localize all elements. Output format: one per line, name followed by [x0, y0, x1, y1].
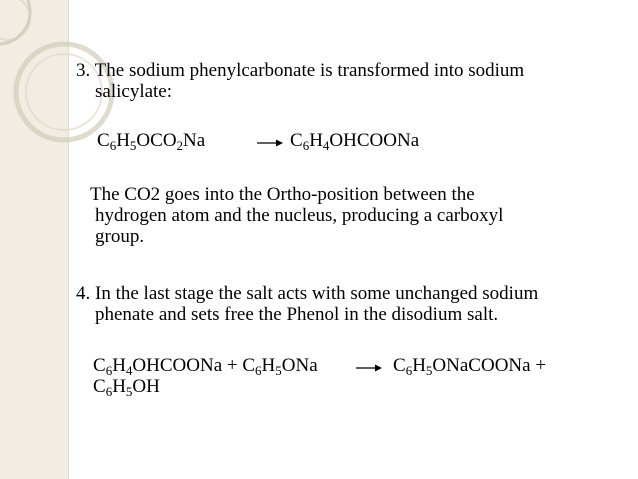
- step3-heading-line2: salicylate:: [95, 81, 173, 102]
- reaction-arrow-icon: [257, 138, 283, 148]
- step4-line1: 4. In the last stage the salt acts with some unchanged sodium: [76, 283, 539, 304]
- note-line3: group.: [95, 226, 145, 247]
- equation2-part2: $C_6H_5ONaCOONa$ +: [393, 355, 547, 378]
- equation1-product: $C_6H_4OHCOONa$: [290, 130, 420, 153]
- equation2-part1: $C_6H_4OHCOONa + C_6H_5ONa$: [93, 355, 318, 378]
- note-line1: The CO2 goes into the Ortho-position between the: [90, 184, 475, 205]
- step4-line2: phenate and sets free the Phenol in the disodium salt.: [95, 304, 499, 325]
- equation2-part3: $C_6H_5OH$: [93, 376, 160, 399]
- equation1-reactant: $C_6H_5OCO_2Na$: [97, 130, 206, 153]
- note-line2: hydrogen atom and the nucleus, producing a carboxyl: [95, 205, 504, 226]
- reaction-arrow-icon: [356, 363, 382, 373]
- step3-heading-line1: 3. The sodium phenylcarbonate is transformed into sodium: [76, 60, 525, 81]
